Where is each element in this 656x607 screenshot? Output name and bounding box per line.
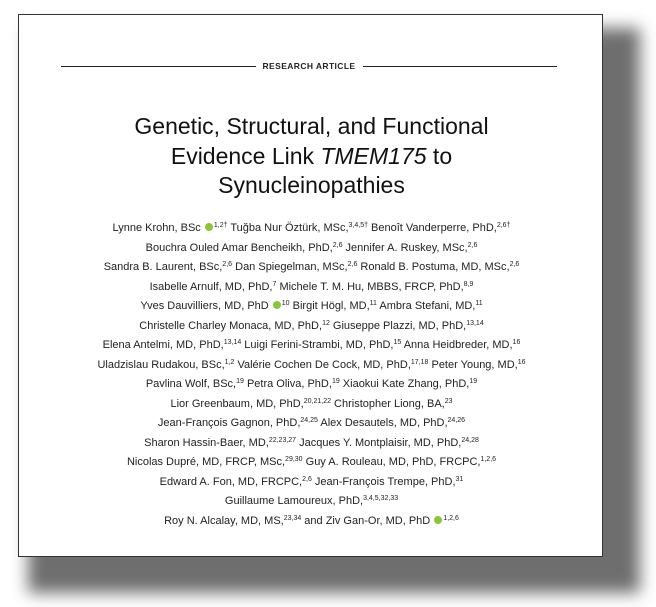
affiliation-sup: 1,2,6: [480, 456, 497, 463]
author-line: [29, 219, 594, 239]
author-name: Ambra Stefani, MD,: [376, 300, 476, 312]
author-line: [29, 453, 594, 473]
author-name: Alex Desautels, MD, PhD,: [317, 417, 448, 429]
title-line-2-post: to: [426, 142, 453, 169]
author-name: Anna Heidbreder, MD,: [401, 339, 513, 351]
affiliation-sup: 1,2: [224, 358, 235, 366]
author-list: [29, 219, 594, 531]
header-rule-right: [363, 66, 558, 67]
author-name: Valérie Cochen De Cock, MD, PhD,: [234, 358, 411, 371]
header-rule-left: [61, 66, 256, 67]
author-name: Tuğba Nur Öztürk, MSc,: [227, 222, 349, 234]
author-line: [29, 375, 594, 395]
author-name: Dan Spiegelman, MSc,: [232, 261, 348, 273]
affiliation-sup: 12: [322, 319, 330, 327]
author-name: Roy N. Alcalay, MD, MS,: [164, 514, 284, 527]
affiliation-sup: 2,6: [332, 241, 343, 249]
author-line: [29, 473, 594, 493]
author-line: [29, 297, 594, 317]
author-name: Giuseppe Plazzi, MD, PhD,: [329, 319, 467, 332]
affiliation-sup: 16: [512, 339, 521, 346]
author-name: Luigi Ferini-Strambi, MD, PhD,: [241, 339, 394, 351]
affiliation-sup: 24,28: [461, 436, 479, 444]
author-name: Lynne Krohn, BSc: [112, 222, 204, 234]
affiliation-sup: 1,2,6: [443, 514, 459, 522]
author-name: Petra Oliva, PhD,: [243, 378, 332, 390]
author-line: [29, 336, 594, 356]
affiliation-sup: 19: [331, 378, 340, 385]
author-line: [29, 356, 594, 376]
affiliation-sup: 15: [393, 339, 402, 346]
affiliation-sup: 31: [455, 475, 464, 483]
orcid-icon[interactable]: [434, 516, 442, 524]
affiliation-sup: 2,6: [467, 241, 478, 249]
affiliation-sup: 19: [236, 378, 244, 385]
affiliation-sup: 2,6: [347, 261, 358, 268]
title-line-2-pre: Evidence Link: [170, 142, 321, 169]
affiliation-sup: 17,18: [410, 358, 429, 366]
author-line: [29, 239, 594, 259]
author-line: [29, 434, 594, 454]
affiliation-sup: 24,25: [300, 417, 318, 424]
author-name: Jean-François Gagnon, PhD,: [157, 417, 301, 429]
author-name: Michele T. M. Hu, MBBS, FRCP, PhD,: [276, 280, 464, 293]
author-name: Uladzislau Rudakou, BSc,: [97, 358, 225, 371]
article-page: [18, 14, 603, 557]
author-line: [29, 278, 594, 298]
affiliation-sup: 1,2†: [213, 222, 228, 229]
author-line: [29, 512, 594, 532]
title-gene-name: TMEM175: [320, 142, 427, 169]
author-name: Pavlina Wolf, BSc,: [145, 378, 237, 390]
article-title: [59, 112, 564, 201]
affiliation-sup: 2,6: [222, 261, 233, 268]
author-name: Birgit Högl, MD,: [289, 300, 370, 312]
section-header: [61, 59, 557, 73]
author-name: Peter Young, MD,: [428, 358, 518, 371]
affiliation-sup: 8,9: [463, 280, 474, 288]
author-name: Christopher Liong, BA,: [331, 397, 445, 410]
orcid-icon[interactable]: [273, 301, 281, 309]
author-name: Guy A. Rouleau, MD, PhD, FRCPC,: [302, 456, 481, 468]
title-line-3: Synucleinopathies: [218, 172, 405, 198]
author-name: Jean-François Trempe, PhD,: [311, 475, 456, 488]
author-name: Nicolas Dupré, MD, FRCP, MSc,: [126, 456, 286, 468]
affiliation-sup: 20,21,22: [303, 397, 331, 405]
author-name: Ronald B. Postuma, MD, MSc,: [357, 261, 510, 273]
author-line: [29, 492, 594, 512]
affiliation-sup: 23,34: [283, 514, 302, 522]
affiliation-sup: 24,26: [447, 417, 466, 424]
author-name: Sharon Hassin-Baer, MD,: [144, 436, 269, 449]
affiliation-sup: 10: [281, 300, 290, 307]
author-name: Guillaume Lamoureux, PhD,: [224, 495, 364, 507]
author-name: and Ziv Gan-Or, MD, PhD: [301, 514, 434, 527]
title-line-1: Genetic, Structural, and Functional: [134, 113, 489, 139]
affiliation-sup: 2,6: [509, 261, 520, 268]
affiliation-sup: 13,14: [466, 319, 484, 327]
affiliation-sup: 2,6†: [496, 222, 511, 229]
author-name: Jacques Y. Montplaisir, MD, PhD,: [296, 436, 462, 449]
affiliation-sup: 29,30: [285, 456, 303, 463]
author-name: Isabelle Arnulf, MD, PhD,: [149, 280, 273, 293]
affiliation-sup: 11: [369, 300, 377, 307]
author-name: Xiaokui Kate Zhang, PhD,: [339, 378, 470, 390]
author-name: Jennifer A. Ruskey, MSc,: [342, 241, 468, 254]
author-name: Christelle Charley Monaca, MD, PhD,: [139, 319, 323, 332]
author-name: Sandra B. Laurent, BSc,: [103, 261, 223, 273]
affiliation-sup: 16: [517, 358, 526, 366]
author-line: [29, 395, 594, 415]
affiliation-sup: 23: [444, 397, 453, 405]
author-name: Benoît Vanderperre, PhD,: [368, 222, 497, 234]
author-name: Edward A. Fon, MD, FRCPC,: [159, 475, 303, 488]
affiliation-sup: 11: [475, 300, 483, 307]
affiliation-sup: 3,4,5†: [348, 222, 368, 229]
orcid-icon[interactable]: [205, 223, 213, 231]
author-line: [29, 414, 594, 434]
affiliation-sup: 3,4,5,32,33: [363, 495, 399, 502]
affiliation-sup: 22,23,27: [268, 436, 297, 444]
affiliation-sup: 2,6: [302, 475, 312, 483]
author-name: Elena Antelmi, MD, PhD,: [102, 339, 224, 351]
author-name: Lior Greenbaum, MD, PhD,: [170, 397, 304, 410]
author-line: [29, 258, 594, 278]
author-line: [29, 317, 594, 337]
section-label: RESEARCH ARTICLE: [262, 61, 356, 71]
affiliation-sup: 7: [272, 280, 277, 288]
affiliation-sup: 19: [469, 378, 478, 385]
author-name: Yves Dauvilliers, MD, PhD: [140, 300, 272, 312]
affiliation-sup: 13,14: [223, 339, 242, 346]
author-name: Bouchra Ouled Amar Bencheikh, PhD,: [145, 241, 333, 254]
